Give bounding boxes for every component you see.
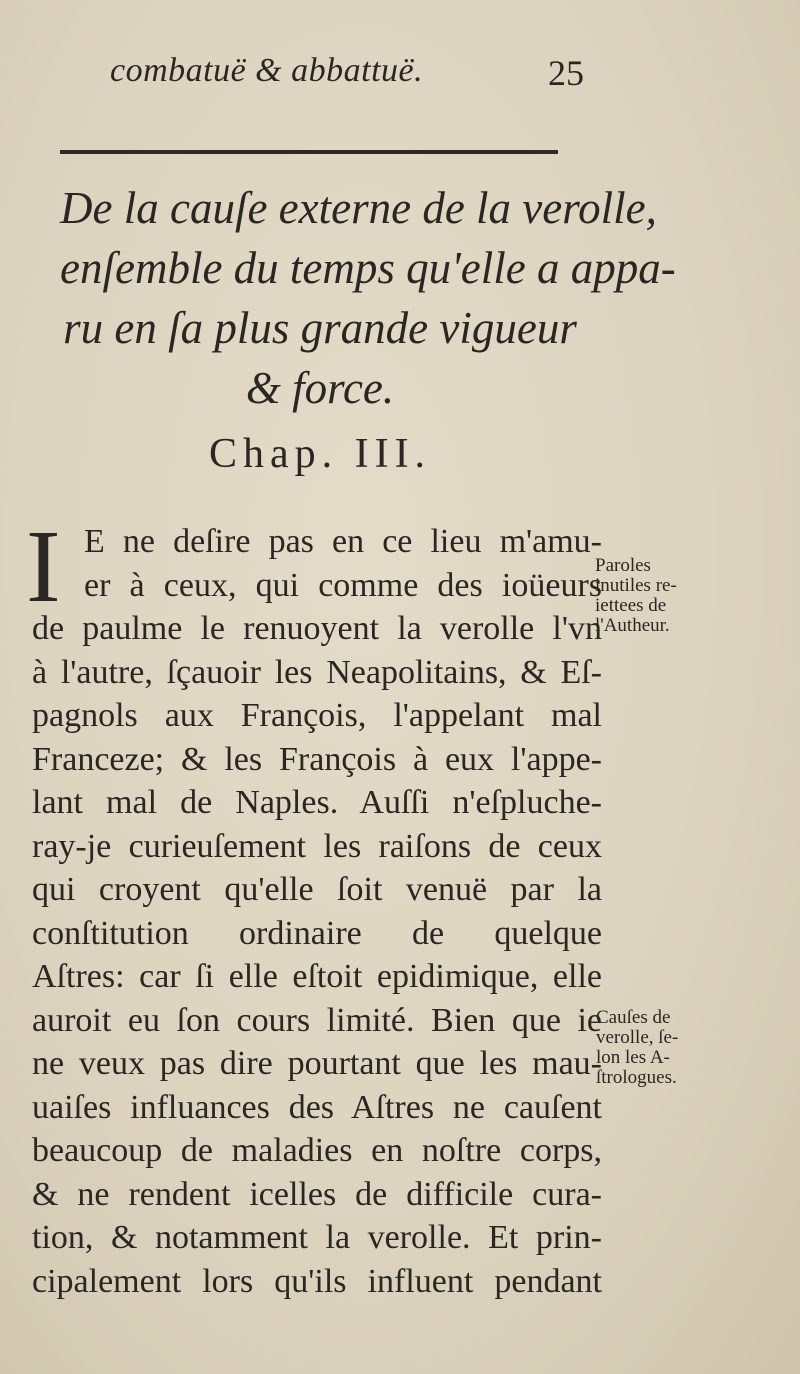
margin-note xyxy=(595,556,745,636)
text-line: tion, & notamment la verolle. Et prin- xyxy=(32,1219,602,1256)
text-line: beaucoup de maladies en noſtre corps, xyxy=(32,1132,602,1169)
margin-note-line: ſtrologues. xyxy=(596,1067,677,1088)
title-line: ru en ſa plus grande vigueur xyxy=(63,303,577,353)
body-text xyxy=(32,520,602,1303)
margin-note xyxy=(596,1008,746,1088)
chapter-heading: Chap. III. xyxy=(208,431,432,477)
page-number: 25 xyxy=(548,53,584,93)
margin-note-line: l'Autheur. xyxy=(595,615,670,636)
text-line: Aſtres: car ſi elle eſtoit epidimique, elle xyxy=(32,958,602,995)
text-line: pagnols aux François, l'appelant mal xyxy=(32,697,602,734)
text-line: de paulme le renuoyent la verolle l'vn xyxy=(32,610,602,647)
text-line: ne veux pas dire pourtant que les mau- xyxy=(32,1045,602,1082)
text-line: auroit eu ſon cours limité. Bien que ie xyxy=(32,1001,602,1039)
text-line: & ne rendent icelles de difficile cura- xyxy=(32,1175,602,1213)
text-line: E ne deſire pas en ce lieu m'amu- xyxy=(84,523,602,560)
text-line: er à ceux, qui comme des ioüeurs xyxy=(84,566,602,604)
title-line: & force. xyxy=(245,363,395,413)
margin-note-line: Paroles xyxy=(595,555,651,576)
header-rule xyxy=(60,150,558,154)
drop-cap: I xyxy=(26,509,61,624)
text-line: à l'autre, ſçauoir les Neapolitains, & Eſ- xyxy=(32,653,602,691)
text-line: lant mal de Naples. Auſſi n'eſpluche- xyxy=(32,784,602,821)
margin-note-line: Cauſes de xyxy=(596,1007,671,1028)
text-line: Franceze; & les François à eux l'appe- xyxy=(32,740,602,778)
text-line: cipalement lors qu'ils influent pendant xyxy=(32,1262,602,1300)
text-line: qui croyent qu'elle ſoit venuë par la xyxy=(32,871,602,908)
title-line: De la cauſe externe de la verolle, xyxy=(60,183,657,233)
margin-note-line: inutiles re- xyxy=(595,575,677,596)
text-line: conſtitution ordinaire de quelque xyxy=(32,914,602,952)
chapter-title xyxy=(60,178,676,418)
margin-note-line: iettees de xyxy=(595,595,667,616)
running-head: combatuë & abbattuë. xyxy=(110,52,424,89)
title-line: enſemble du temps qu'elle a appa- xyxy=(60,243,676,293)
margin-note-line: lon les A- xyxy=(596,1047,670,1068)
text-line: ray-je curieuſement les raiſons de ceux xyxy=(32,827,602,865)
margin-note-line: verolle, ſe- xyxy=(596,1027,679,1048)
text-line: uaiſes influances des Aſtres ne cauſent xyxy=(32,1088,602,1126)
